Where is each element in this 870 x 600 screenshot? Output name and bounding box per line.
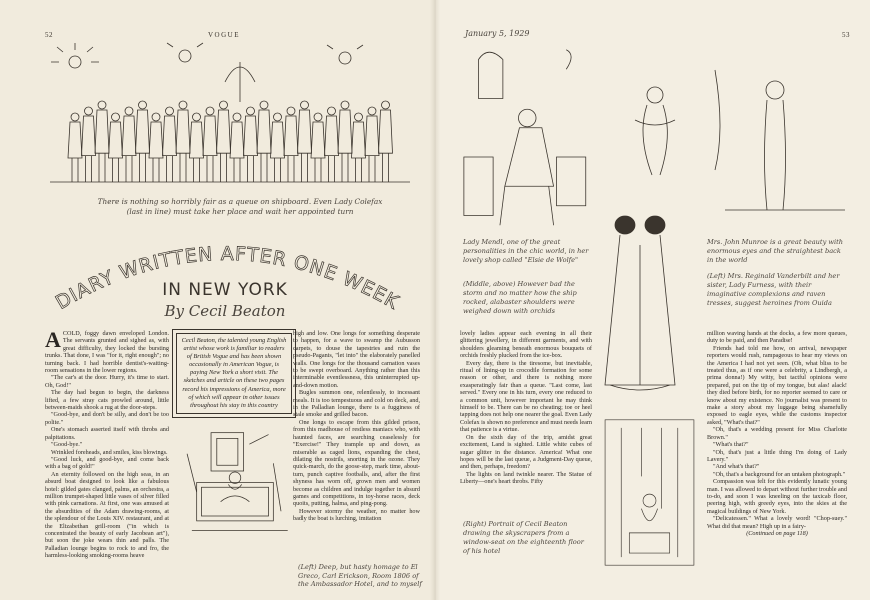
column-1 xyxy=(45,327,169,560)
paragraph: "Good luck, and good-bye, and come back with a bag of gold!" xyxy=(45,455,169,471)
orchid-lady-illustration xyxy=(605,70,695,180)
queue-figure-body xyxy=(284,116,298,182)
queue-figure-head xyxy=(71,113,79,121)
paragraph: "The car's at the door. Hurry, it's time to start. Oh, God!" xyxy=(45,374,169,389)
vanderbilt-sisters-illustration xyxy=(595,205,685,395)
paragraph: Bugles summon one, relentlessly, to incessant meals. It is too tempestuous and cold on deck, and, in the Palladian lounge, there is a fugginess of stale smoke and grilled bacon. xyxy=(293,389,420,419)
paragraph: One longs to escape from this gilded prison, from this madhouse of restless maniacs who, with haunted faces, are searching ceaselessly for "Exercise!" They trample up and down, as miserable as caged lions, expanding the chest, dilating the nostrils, snorting in the ozone. They quick-march, do the goose-step, mark time, about-turn, punch captive footballs, and, after the first shyness has worn off, grown men and women become as children and indulge together in absurd games and competitions, in toy-horse races, deck quoits, putting, halma, and ping-pong. xyxy=(293,418,420,508)
page-number: 53 xyxy=(842,31,850,39)
queue-figure-head xyxy=(341,101,349,109)
paragraph: Every day, there is the tiresome, but inevitable, ritual of lining-up in crocodile formation for some reason or other, and there is nothing more exasperatingly fair than a queue. "Last come, last served." Every one in his turn, every one reduced to a common unit, however important he may think himself to be. There can be no cheating; toe or heel tapping does not help one nearer the goal. Even Lady Colefax is shown no preference and must needs learn that patience is a virtue. xyxy=(460,359,592,434)
caption-lady-mendl: Lady Mendl, one of the great personalities in the chic world, in her lovely shop called "Elsie de Wolfe" xyxy=(463,238,589,264)
queue-figure-head xyxy=(328,107,336,115)
mrs-munroe-illustration xyxy=(705,50,855,230)
running-head: VOGUE xyxy=(208,31,240,39)
paragraph: "Oh, that's a background for an untaken photograph." xyxy=(713,470,846,478)
page-number: 52 xyxy=(45,31,53,39)
paragraph: "Delicatessen." What a lovely word! "Chop-suey." What did that mean? High up in a fairy- xyxy=(707,515,847,530)
queue-figure-body xyxy=(298,110,312,182)
queue-figure-head xyxy=(139,101,147,109)
queue-figure-head xyxy=(152,113,160,121)
queue-figure-body xyxy=(149,122,163,182)
queue-figure-head xyxy=(220,101,228,109)
queue-figure-body xyxy=(244,116,258,182)
hotel-room-illustration xyxy=(180,425,290,540)
title-line2: IN NEW YORK xyxy=(162,280,288,300)
paragraph: COLD, foggy dawn enveloped London. The servants grunted and sighed as, with great difficulty, they locked the bursting trunks. That done, I was "for it, right enough"; no turning back. I had horrible dentist's-waiting-room sensations in the lower regions. xyxy=(45,330,169,375)
queue-figure-body xyxy=(95,110,109,182)
paragraph: However stormy the weather, no matter how badly the boat is lurching, imitation xyxy=(293,507,420,523)
issue-date: January 5, 1929 xyxy=(465,29,530,38)
caption-mrs-munroe: Mrs. John Munroe is a great beauty with enormous eyes and the straightest back in the world xyxy=(707,238,844,264)
paragraph: One's stomach asserted itself with throbs and palpitations. xyxy=(45,426,169,441)
queue-figure-body xyxy=(136,110,150,182)
queue-figure-head xyxy=(355,113,363,121)
paragraph: "Oh, that's just a little thing I'm doing of Lady Lavery." xyxy=(707,448,847,463)
queue-figure-body xyxy=(338,110,352,182)
column-3 xyxy=(293,330,420,523)
queue-figure-head xyxy=(247,107,255,115)
continued-note: (Continued on page 118) xyxy=(746,529,808,537)
queue-figure-head xyxy=(112,113,120,121)
queue-figure-body xyxy=(230,122,244,182)
queue-figure-head xyxy=(274,113,282,121)
queue-figure-body xyxy=(365,116,379,182)
intro-box xyxy=(172,329,296,418)
bottom-caption: (Left) Deep, but hasty homage to El Greco, Carl Erickson, Room 1806 of the Ambassador Hotel, and to myself xyxy=(298,563,422,588)
top-caption: There is nothing so horribly fair as a queue on shipboard. Even Lady Colefax (last in line) must take her place and wait her appointed turn xyxy=(97,197,383,216)
queue-figure-body xyxy=(68,122,82,182)
caption-portrait: (Right) Portrait of Cecil Beaton drawing the skyscrapers from a window-seat on the eighteenth floor of his hotel xyxy=(463,520,584,555)
queue-figure-head xyxy=(368,107,376,115)
queue-figure-body xyxy=(163,116,177,182)
column-3 xyxy=(707,330,847,537)
paragraph: An eternity followed on the high seas, in an absurd boat designed to look like a fabulous hotel: gilded gates clanged, palms, an orchestra, a million trumpet-shaped little vases of silver filled with pink carnations. At first, one was amused at the absurdities of the Adam drawing-rooms, at the splendour of the Louis XIV. restaurant, and at the Elizabethan grill-room ("in which is concentrated the beauty of early Jacobean art"), but soon the joke wears thin and palls. The Palladian lounge begins to rock to and fro, the harmless-looking smoking-rooms heave xyxy=(45,470,169,560)
queue-figure-head xyxy=(260,101,268,109)
paragraph: lovely ladies appear each evening in all their glittering jewellery, in different garments, and with shoulders gleaming beneath enormous bouquets of orchids freshly plucked from the ice-box. xyxy=(460,330,592,360)
lady-mendl-illustration xyxy=(457,40,617,235)
queue-figure-head xyxy=(98,101,106,109)
queue-figure-head xyxy=(314,113,322,121)
queue-figure-body xyxy=(379,110,393,182)
queue-figure-head xyxy=(206,107,214,115)
paragraph: Friends had told me how, on arrival, newspaper reporters would rush, rampageous to hear my views on the America I had not yet seen. (Oh, what bliss to be treated thus, as if one were a celebrity, a Lindbergh, a prima donna!) My witty, but tactful opinions were prepared, put on the tip of my tongue, but alas! alack! they died before birth, for no reporter seemed to care or know about my existence. No journalist was present to make a story about my luggage being shamefully exposed to eagle eyes, while the customs inspector asked, "What's that?" xyxy=(707,344,847,426)
queue-figure-head xyxy=(125,107,133,115)
column-1 xyxy=(460,330,592,486)
right-page xyxy=(435,0,870,600)
queue-figure-head xyxy=(85,107,93,115)
queue-figure-body xyxy=(257,110,271,182)
paragraph: "Good-bye, and don't be silly, and don't be too polite." xyxy=(45,411,169,426)
byline: By Cecil Beaton xyxy=(164,302,286,320)
title-line1: DIARY WRITTEN AFTER ONE WEEK xyxy=(52,242,403,314)
queue-figure-body xyxy=(352,122,366,182)
paragraph: "What's that?" xyxy=(713,441,749,449)
paragraph: million waving hands at the docks, a few more queues, duty to be paid, and then Paradise! xyxy=(707,330,847,345)
paragraph: The lights on land twinkle nearer. The Statue of Liberty—one's heart throbs. Fifty xyxy=(460,470,592,486)
paragraph: "Oh, that's a wedding present for Miss Charlotte Brown." xyxy=(707,426,847,441)
queue-figure-body xyxy=(325,116,339,182)
queue-figure-body xyxy=(122,116,136,182)
caption-middle: (Middle, above) However bad the storm and no matter how the ship rocked, alabaster shoulders were weighed down with orchids xyxy=(463,280,577,315)
queue-figure-head xyxy=(287,107,295,115)
queue-figure-body xyxy=(82,116,96,182)
queue-figure-body xyxy=(311,122,325,182)
paragraph: high and low. One longs for something desperate to happen, for a wave to swamp the Aubusson carpets, to douse the tapestries and ruin the pseudo-Paganis, "let into" the elaborately panelled walls. One longs for the thousand carnation vases to be swept overboard. Anything rather than this interminable eventlessness, this uninterrupted up-and-down motion. xyxy=(293,330,420,389)
queue-illustration xyxy=(45,42,415,192)
queue-figure-body xyxy=(271,122,285,182)
paragraph: Wrinkled foreheads, and smiles, kiss blowings. xyxy=(51,448,168,456)
queue-figure-head xyxy=(179,101,187,109)
paragraph: "Good-bye." xyxy=(51,441,83,449)
skyscraper-portrait-illustration xyxy=(597,395,702,590)
paragraph: "And what's that?" xyxy=(713,463,760,471)
queue-figure-head xyxy=(382,101,390,109)
queue-figure-head xyxy=(166,107,174,115)
caption-vanderbilt: (Left) Mrs. Reginald Vanderbilt and her sister, Lady Furness, with their imaginative complexions and raven tresses, suggest heroines from Ouida xyxy=(707,272,840,307)
queue-figure-head xyxy=(233,113,241,121)
paragraph: The day had begun to begin, the darkness lifted, a few stray cats prowled around, little between-maids shook a rug at the door-steps. xyxy=(45,389,169,412)
queue-figure-body xyxy=(109,122,123,182)
queue-figure-body xyxy=(190,122,204,182)
queue-figure-head xyxy=(301,101,309,109)
paragraph: Compassion was felt for this evidently lunatic young man. I was allowed to depart without further trouble and to-do, and soon I was kneeling on the taxicab floor, peering high, with greedy eyes, into the skies at the magical buildings of New York. xyxy=(707,478,847,515)
gutter xyxy=(430,0,440,600)
queue-figure-body xyxy=(217,110,231,182)
paragraph: On the sixth day of the trip, amidst great excitement, Land is sighted. Little white cubes of sugar glitter in the distance. America! What one hopes will be the last queue, a Judgment-Day queue, and then, perhaps, freedom? xyxy=(460,433,592,471)
intro-text: Cecil Beaton, the talented young English artist whose work is familiar to readers of British Vogue and has been shown occasionally in American Vogue, is paying New York a short visit. The sketches and article on these two pages record his impressions of America, more of which will appear in other issues throughout his stay in this country xyxy=(176,333,292,414)
queue-figure-body xyxy=(176,110,190,182)
queue-figure-body xyxy=(203,116,217,182)
queue-figure-head xyxy=(193,113,201,121)
drop-cap: A xyxy=(45,327,61,352)
